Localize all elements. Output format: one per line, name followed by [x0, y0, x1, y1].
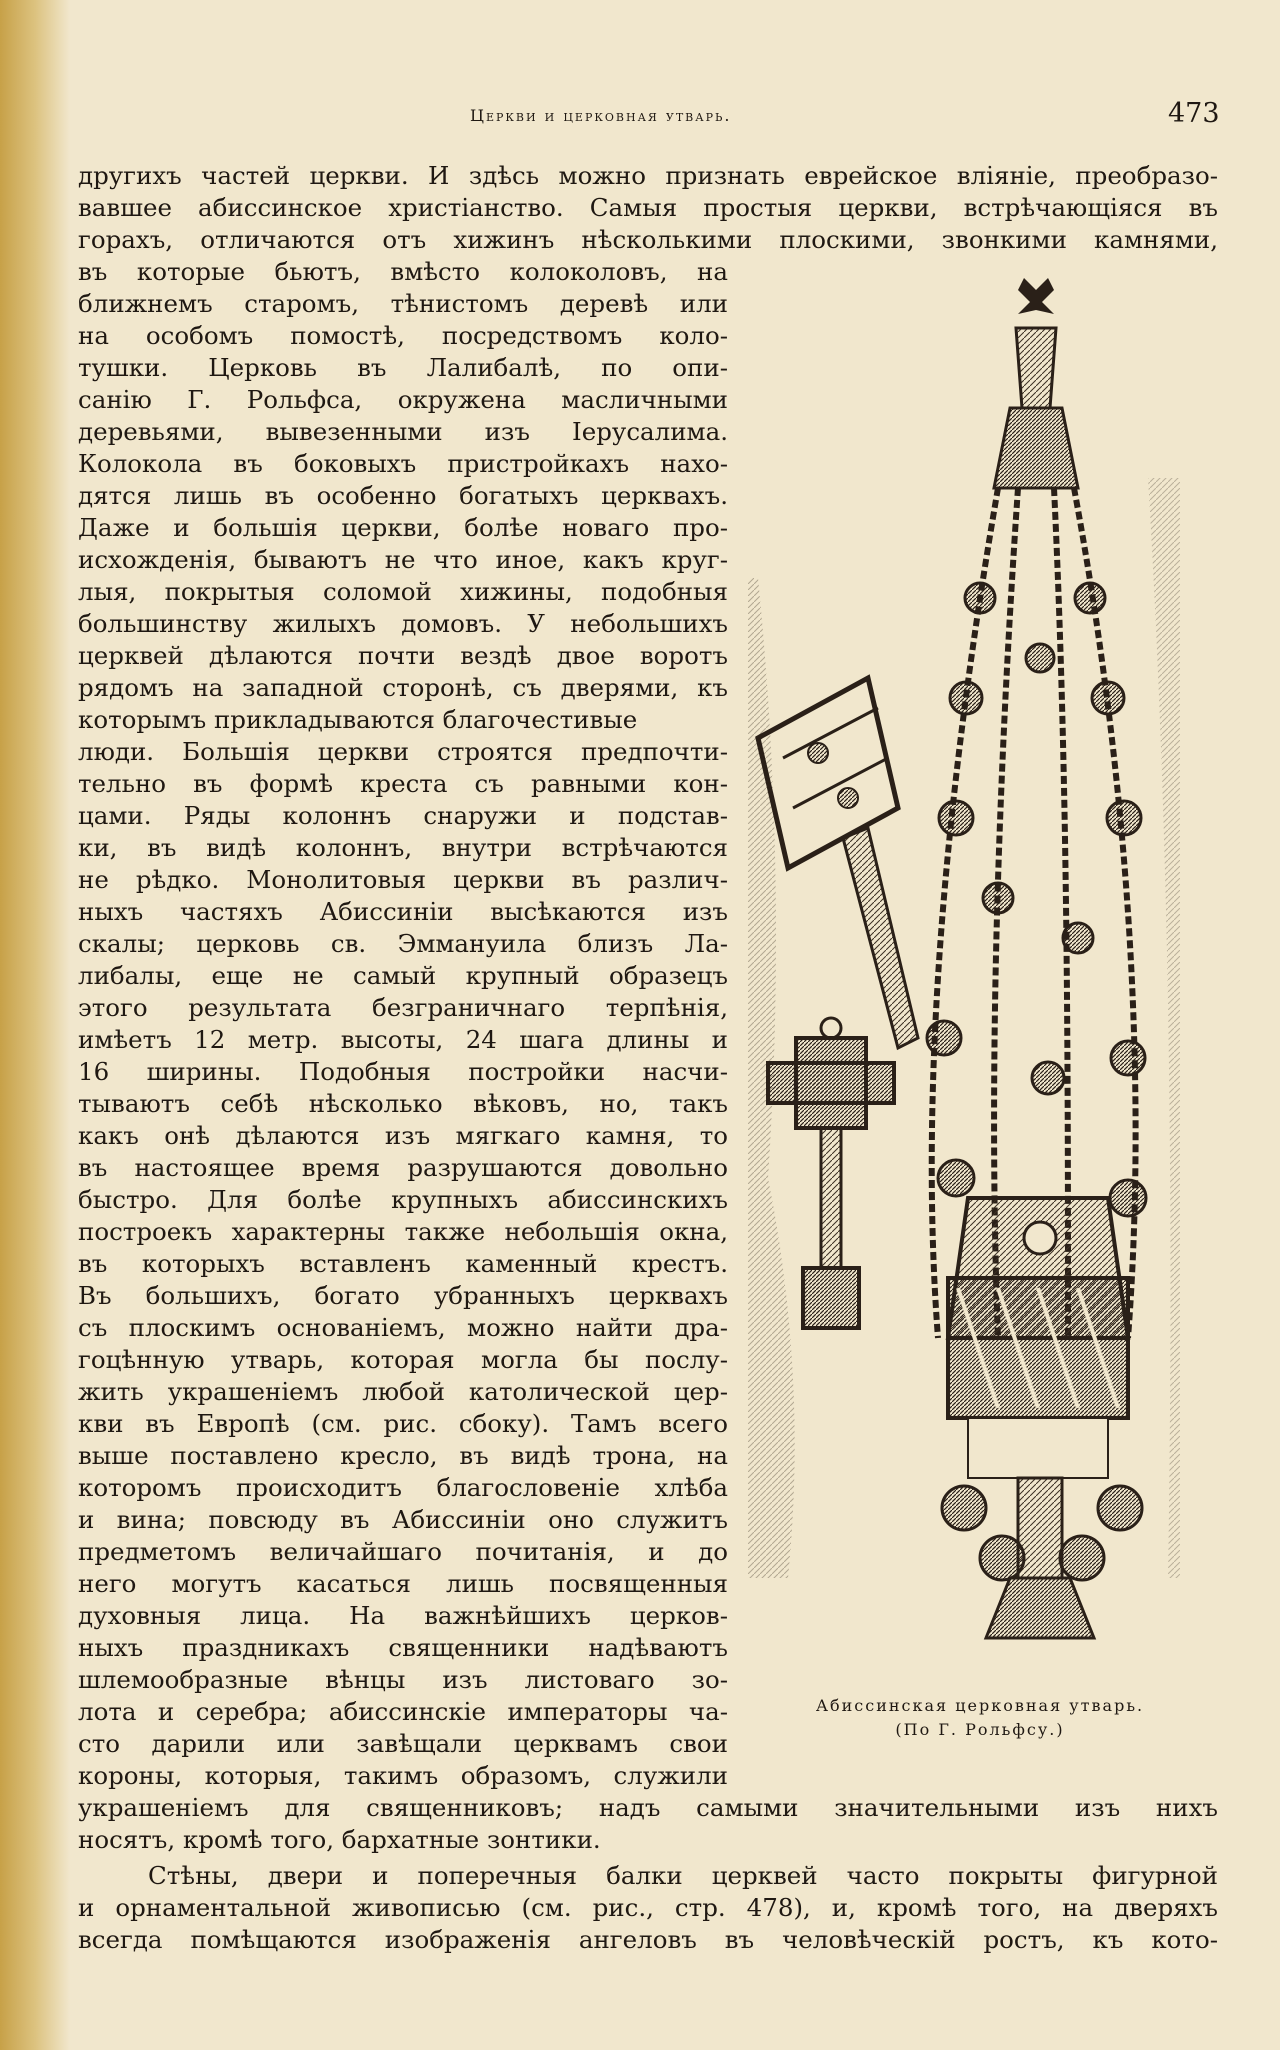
text-line: носятъ, кромѣ того, бархатные зонтики. [78, 1825, 601, 1854]
text-line: короны, которыя, такимъ образомъ, служили [78, 1761, 728, 1790]
caption-source: (По Г. Рольфсу.) [895, 1720, 1065, 1739]
text-line: шлемообразные вѣнцы изъ листоваго зо- [78, 1665, 728, 1694]
text-line: люди. Большія церкви строятся предпочти- [78, 737, 728, 766]
text-line: рядомъ на западной сторонѣ, съ дверями, къ [78, 673, 728, 702]
text-line: Колокола въ боковыхъ пристройкахъ нахо- [78, 449, 728, 478]
text-line: другихъ частей церкви. И здѣсь можно признать еврейское вліяніе, преобразо- [78, 161, 1218, 190]
text-line: ныхъ праздникахъ священники надѣваютъ [78, 1633, 728, 1662]
text-line: ки, въ видѣ колоннъ, внутри встрѣчаются [78, 833, 728, 862]
text-line: и вина; повсюду въ Абиссиніи оно служитъ [78, 1505, 728, 1534]
text-line: тываютъ себѣ нѣсколько вѣковъ, но, такъ [78, 1089, 728, 1118]
text-line: на особомъ помостѣ, посредствомъ коло- [78, 321, 728, 350]
text-line: предметомъ величайшаго почитанія, и до [78, 1537, 728, 1566]
text-line: тельно въ формѣ креста съ равными кон- [78, 769, 728, 798]
text-line: быстро. Для болѣе крупныхъ абиссинскихъ [78, 1185, 728, 1214]
text-line: деревьями, вывезенными изъ Іерусалима. [78, 417, 728, 446]
text-line: въ которыхъ вставленъ каменный крестъ. [78, 1249, 728, 1278]
text-line: которомъ происходитъ благословеніе хлѣба [78, 1473, 728, 1502]
text-line: либалы, еще не самый крупный образецъ [78, 961, 728, 990]
text-line: ближнемъ старомъ, тѣнистомъ деревѣ или [78, 289, 728, 318]
text-line: скалы; церковь св. Эммануила близъ Ла- [78, 929, 728, 958]
text-line: большинству жилыхъ домовъ. У небольшихъ [78, 609, 728, 638]
text-line: Въ большихъ, богато убранныхъ церквахъ [78, 1281, 728, 1310]
text-line: кви въ Европѣ (см. рис. сбоку). Тамъ всего [78, 1409, 728, 1438]
text-line: вавшее абиссинское христіанство. Самыя простыя церкви, встрѣчающіяся въ [78, 193, 1218, 222]
text-line: духовныя лица. На важнѣйшихъ церков- [78, 1601, 728, 1630]
text-line: этого результата безграничнаго терпѣнія, [78, 993, 728, 1022]
hand-cross-illustration [768, 1018, 894, 1328]
text-line: цами. Ряды колоннъ снаружи и подстав- [78, 801, 728, 830]
text-line: исхожденія, бываютъ не что иное, какъ круг- [78, 545, 728, 574]
text-line: Даже и большія церкви, болѣе новаго про- [78, 513, 728, 542]
text-line: сто дарили или завѣщали церквамъ свои [78, 1729, 728, 1758]
bell-censer-illustration [927, 278, 1146, 1638]
text-line: съ плоскимъ основаніемъ, можно найти дра- [78, 1313, 728, 1342]
text-line: ныхъ частяхъ Абиссиніи высѣкаются изъ [78, 897, 728, 926]
text-line: въ которые бьютъ, вмѣсто колоколовъ, на [78, 257, 728, 286]
text-line: выше поставлено кресло, въ видѣ трона, на [78, 1441, 728, 1470]
caption-title: Абиссинская церковная утварь. [815, 1696, 1145, 1715]
text-line: него могутъ касаться лишь посвященныя [78, 1569, 728, 1598]
text-line: всегда помѣщаются изображенія ангеловъ въ человѣческій ростъ, къ кото- [78, 1925, 1218, 1954]
text-line: лота и серебра; абиссинскіе императоры ча- [78, 1697, 728, 1726]
text-line: гоцѣнную утварь, которая могла бы послу- [78, 1345, 728, 1374]
text-line: санію Г. Рольфса, окружена масличными [78, 385, 728, 414]
page-header [0, 96, 1280, 136]
text-line: жить украшеніемъ любой католической цер- [78, 1377, 728, 1406]
text-line: какъ онѣ дѣлаются изъ мягкаго камня, то [78, 1121, 728, 1150]
text-line: церквей дѣлаются почти вездѣ двое воротъ [78, 641, 728, 670]
text-line: не рѣдко. Монолитовыя церкви въ различ- [78, 865, 728, 894]
text-line: имѣетъ 12 метр. высоты, 24 шага длины и [78, 1025, 728, 1054]
figure-caption [780, 1694, 1180, 1742]
page-number: 473 [1168, 98, 1220, 129]
running-title: Церкви и церковная утварь. [470, 106, 732, 125]
text-line: построекъ характерны также небольшія окна, [78, 1217, 728, 1246]
text-line: Стѣны, двери и поперечныя балки церквей часто покрыты фигурной [148, 1861, 1218, 1890]
text-line: и орнаментальной живописью (см. рис., стр. 478), и, кромѣ того, на дверяхъ [78, 1893, 1218, 1922]
text-line: дятся лишь въ особенно богатыхъ церквахъ. [78, 481, 728, 510]
text-line: въ настоящее время разрушаются довольно [78, 1153, 728, 1182]
text-line: тушки. Церковь въ Лалибалѣ, по опи- [78, 353, 728, 382]
text-line: лыя, покрытыя соломой хижины, подобныя [78, 577, 728, 606]
text-line: украшеніемъ для священниковъ; надъ самыми значительными изъ нихъ [78, 1793, 1218, 1822]
text-line: горахъ, отличаются отъ хижинъ нѣсколькими плоскими, звонкими камнями, [78, 225, 1218, 254]
hand-rattle-illustration [758, 678, 918, 1048]
text-line: 16 ширины. Подобныя постройки насчи- [78, 1057, 728, 1086]
text-line: которымъ прикладываются благочестивые [78, 705, 638, 734]
page-edge-shadow [0, 0, 70, 2050]
church-utensils-engraving [748, 278, 1180, 1678]
